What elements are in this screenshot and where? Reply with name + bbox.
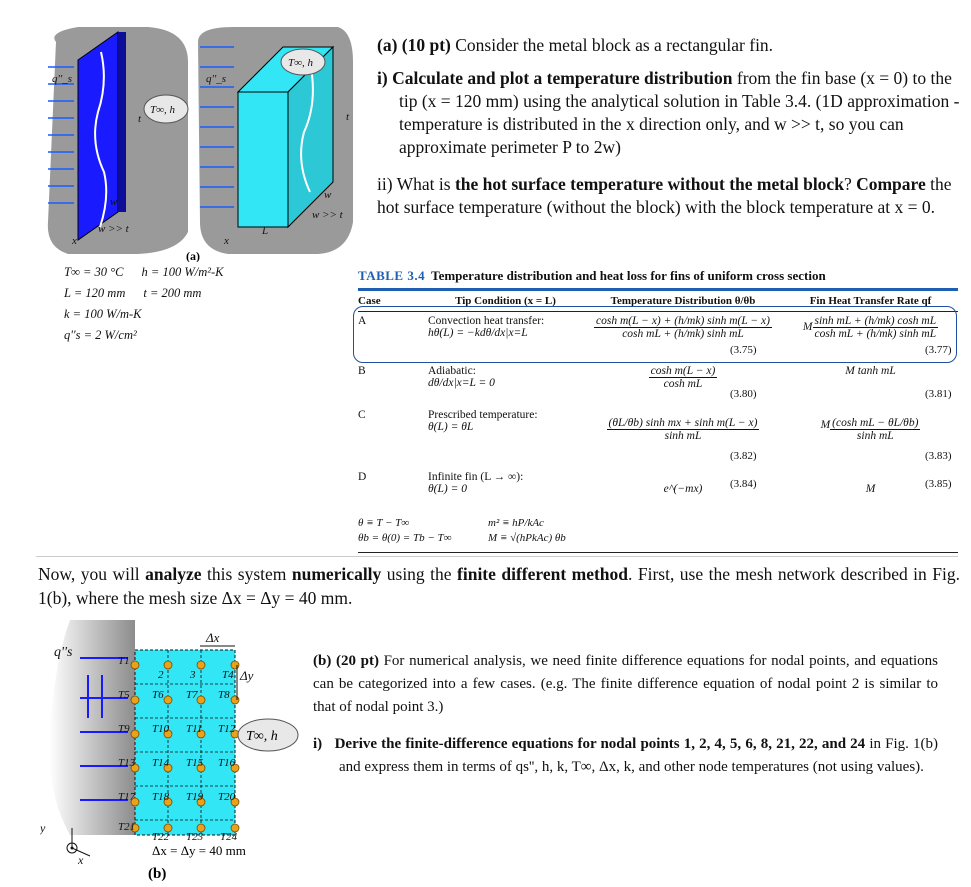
svg-text:T12: T12: [218, 723, 236, 735]
svg-text:x: x: [224, 235, 229, 247]
svg-text:w >> t: w >> t: [312, 209, 343, 221]
svg-text:T17: T17: [118, 791, 136, 803]
table-definitions: θ ≡ T − T∞ m² ≡ hP/kAc θb = θ(0) = Tb − T∞ M ≡ √(hPkAc) θb: [358, 508, 958, 553]
figure-b: [40, 620, 310, 885]
svg-text:T5: T5: [118, 689, 130, 701]
table-row: C Prescribed temperature: θ(L) = θL $\frac{\text{(θL/θb) sinh mx + sinh m(L − x)}}{\text{sinh mL}}$ M $\frac{\text{(cosh mL − θL/θb)}}{\text{sinh mL}}$ (3.82) (3.83): [358, 409, 952, 462]
svg-text:(a): (a): [186, 249, 200, 262]
svg-text:x: x: [72, 235, 77, 247]
svg-text:T7: T7: [186, 689, 198, 701]
right-block-front: [238, 92, 288, 227]
svg-text:T24: T24: [220, 831, 238, 843]
svg-text:T21: T21: [118, 821, 136, 833]
svg-text:t: t: [346, 111, 350, 123]
svg-text:T∞, h: T∞, h: [288, 57, 313, 69]
svg-text:T4: T4: [222, 669, 234, 681]
svg-text:T19: T19: [186, 791, 204, 803]
svg-text:Δx = Δy = 40 mm: Δx = Δy = 40 mm: [152, 843, 246, 858]
svg-text:T8: T8: [218, 689, 230, 701]
intro-paragraph: Now, you will analyze this system numerically using the finite different method. First, use the mesh network described in Fig. 1(b), where the mesh size Δx = Δy = 40 mm.: [38, 564, 960, 608]
svg-text:T9: T9: [118, 723, 130, 735]
parameters-list: T∞ = 30 °C h = 100 W/m²-K L = 120 mm t = 200 mm k = 100 W/m-K q''s = 2 W/cm²: [64, 265, 224, 342]
svg-text:T∞, h: T∞, h: [150, 104, 175, 116]
table-row: D Infinite fin (L → ∞): θ(L) = 0 e^(−mx) M (3.84) (3.85): [358, 471, 952, 495]
svg-text:L: L: [262, 225, 269, 237]
svg-text:T11: T11: [186, 723, 203, 735]
problem-b: (b) (20 pt) For numerical analysis, we need finite difference equations for nodal points, and equations can be categorized into a few cases. (e.g. The finite difference equation of nodal point 2 is similar to that of nodal point 3.) i) Derive the finite-difference equations for nodal points 1, 2, 4, 5, 6, 8, 21, 22, and 24 in Fig. 1(b) and express them in terms of qs'', h, k, T∞, Δx, k, and other node temperatures (not using values).: [313, 653, 939, 775]
table-row: A Convection heat transfer: hθ(L) = −kdθ/dx|x=L $\frac{\text{cosh m(L − x) + (h/mk) sinh m(L − x)}}{\text{cosh mL + (h/mk) sinh mL}}$ M $\frac{\text{sinh mL + (h/mk) cosh mL}}{\text{cosh mL + (h/mk) sinh mL}}$ (3.75) (3.77): [358, 312, 958, 362]
svg-text:Δy: Δy: [240, 668, 254, 683]
section-divider: [36, 556, 958, 557]
figure-a: [38, 22, 358, 262]
left-block: [78, 32, 118, 240]
svg-text:w: w: [110, 196, 118, 208]
svg-text:T15: T15: [186, 757, 204, 769]
svg-text:3: 3: [190, 669, 196, 681]
svg-text:T6: T6: [152, 689, 164, 701]
svg-text:T20: T20: [218, 791, 236, 803]
svg-text:2: 2: [158, 669, 164, 681]
svg-text:(b): (b): [148, 866, 167, 882]
mesh-block: [135, 650, 235, 835]
table-header: Case Tip Condition (x = L) Temperature Distribution θ/θb Fin Heat Transfer Rate qf: [358, 291, 958, 312]
svg-text:q''_s: q''_s: [206, 73, 226, 85]
table-row: B Adiabatic: dθ/dx|x=L = 0 $\frac{\text{cosh m(L − x)}}{\text{cosh mL}}$ M tanh mL (3.80) (3.81): [358, 365, 952, 400]
svg-text:q''s: q''s: [54, 645, 73, 660]
svg-text:w >> t: w >> t: [98, 223, 129, 235]
svg-text:T10: T10: [152, 723, 170, 735]
svg-text:w: w: [324, 189, 332, 201]
svg-text:t: t: [138, 113, 142, 125]
problem-a: (a) (10 pt) Consider the metal block as a rectangular fin. i) Calculate and plot a temperature distribution from the fin base (x = 0) to the tip (x = 120 mm) using the analytical solution in Table 3.4. (1D approximation - temperature is distributed in the x direction only, and w >> t, so you can approximate perimeter P to 2w) ii) What is the hot surface temperature without the metal block? Compare the hot surface temperature (without the block) with the block temperature at x = 0.: [377, 35, 960, 217]
svg-text:T∞, h: T∞, h: [246, 729, 278, 744]
svg-text:T14: T14: [152, 757, 170, 769]
svg-text:T16: T16: [218, 757, 236, 769]
svg-text:T1: T1: [118, 655, 130, 667]
svg-text:T23: T23: [186, 831, 204, 843]
case-a-highlight: [353, 306, 957, 363]
svg-text:T13: T13: [118, 757, 136, 769]
svg-text:T22: T22: [152, 831, 170, 843]
svg-text:x: x: [78, 853, 84, 867]
svg-text:Δx: Δx: [206, 630, 220, 645]
svg-text:q''_s: q''_s: [52, 73, 72, 85]
svg-text:y: y: [40, 821, 46, 835]
fin-table: TABLE 3.4 Temperature distribution and heat loss for fins of uniform cross section Case Tip Condition (x = L) Temperature Distribution θ/θb Fin Heat Transfer Rate qf A Convection heat transfer: hθ(L) = −kdθ/dx|x=L $\frac{\text{cosh m(L − x) + (h/mk) sinh m(L − x)}}{\text{cosh mL + (h/mk) sinh mL}}$ M $\frac{\text{sinh mL + (h/mk) cosh mL}}{\text{cosh mL + (h/mk) sinh mL}}$ (3.75) (3.77) B Adiabatic: dθ/dx|x=L = 0 $\frac{\text{cosh m(L − x)}}{\text{cosh mL}}$ M tanh mL (3.80) (3.81) C Prescribed temperature: θ(L) = θL $\frac{\text{(θL/θb) sinh mx + sinh m(L − x)}}{\text{sinh mL}}$ M $\frac{\text{(cosh mL − θL/θb)}}{\text{sinh mL}}$ (3.82) (3.83) D Infinite fin (L → ∞): θ(L) = 0 e^(−mx) M (3.84) (3.85) θ ≡ T − T∞ m² ≡ hP/kAc θb = θ(0) = Tb − T∞ M ≡ √(hPkAc) θb: [358, 268, 958, 553]
svg-text:T18: T18: [152, 791, 170, 803]
